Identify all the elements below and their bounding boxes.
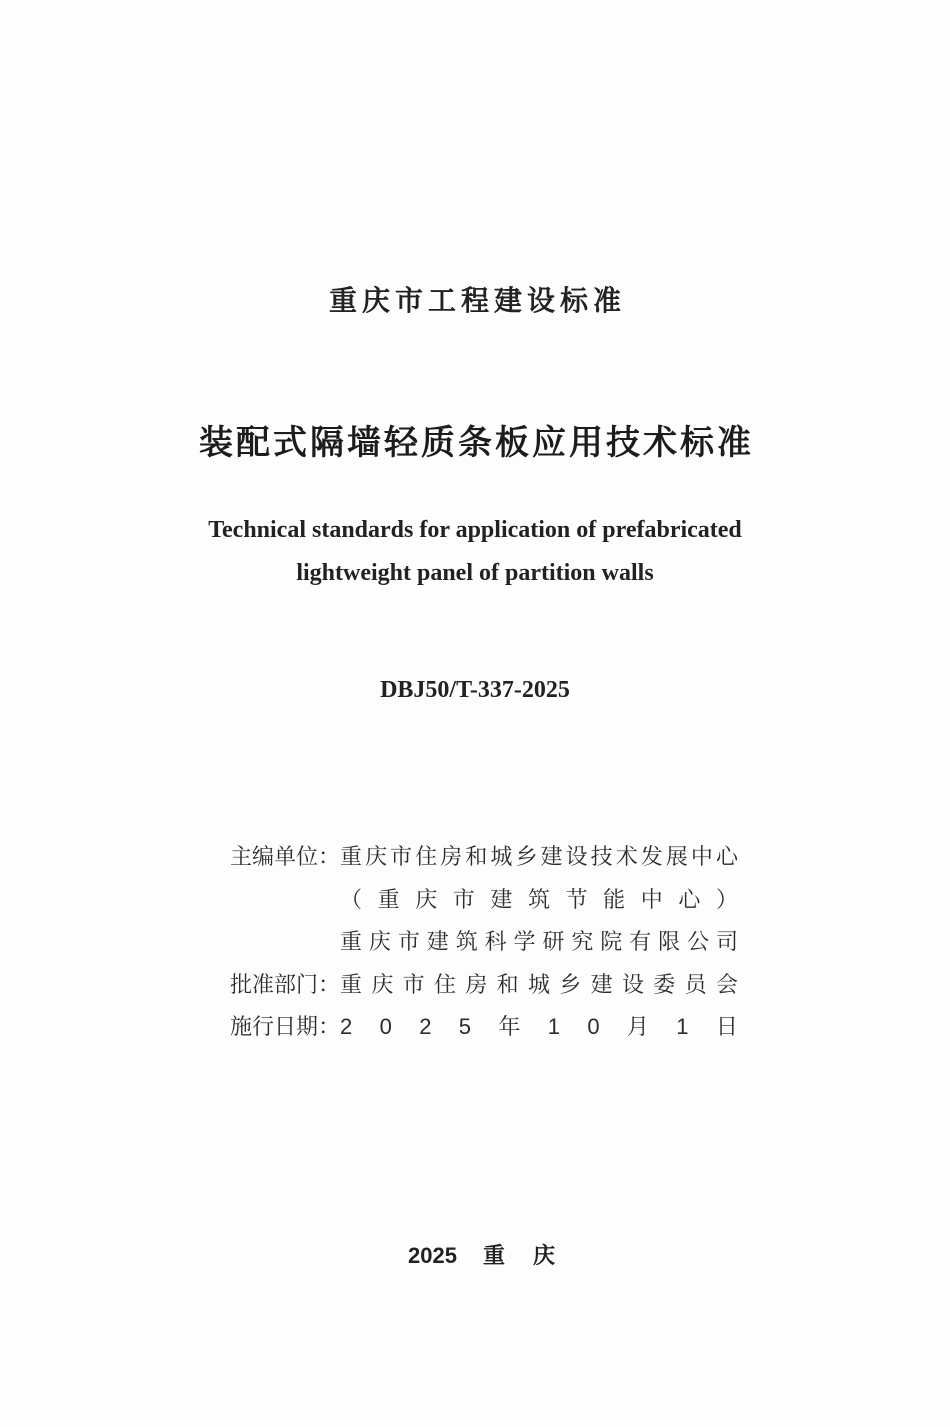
character: 庆 (368, 929, 391, 954)
character: 2 (419, 1014, 432, 1039)
character: 庆 (365, 844, 388, 869)
publication-year: 2025 (408, 1243, 457, 1268)
effective-date-value (340, 1012, 738, 1042)
character: 批 (230, 972, 253, 997)
character: 能 (603, 887, 626, 912)
character: 科 (484, 929, 507, 954)
character: 学 (513, 929, 536, 954)
character: 乡 (559, 972, 582, 997)
character: 重 (340, 844, 363, 869)
approval-label (230, 970, 340, 1000)
chief-editor-row-2 (230, 885, 738, 915)
character: 院 (600, 929, 623, 954)
chief-editor-unit-2 (340, 885, 738, 915)
character: 技 (590, 844, 613, 869)
character: 会 (715, 972, 738, 997)
character: 日 (274, 1014, 297, 1039)
character: 司 (715, 929, 738, 954)
character: （ (340, 887, 363, 912)
chief-editor-unit-1 (340, 842, 738, 872)
character: 1 (547, 1014, 560, 1039)
character: 市 (452, 887, 475, 912)
character: 心 (715, 844, 738, 869)
chief-editor-label (230, 842, 340, 872)
character: 庆 (371, 972, 394, 997)
standard-series-heading: 重庆市工程建设标准 (328, 285, 626, 316)
character: 房 (465, 972, 488, 997)
character: ： (318, 972, 341, 997)
character: 住 (433, 972, 456, 997)
character: 施 (230, 1014, 253, 1039)
character: 行 (252, 1014, 275, 1039)
character: 中 (640, 887, 663, 912)
character: 设 (621, 972, 644, 997)
character: 1 (676, 1014, 689, 1039)
character: 究 (571, 929, 594, 954)
character: ： (318, 844, 341, 869)
character: 部 (274, 972, 297, 997)
label-spacer (230, 885, 340, 915)
character: 心 (678, 887, 701, 912)
character: 和 (496, 972, 519, 997)
character: 重 (377, 887, 400, 912)
character: 0 (587, 1014, 600, 1039)
character: 展 (665, 844, 688, 869)
chief-editor-row-3 (230, 927, 738, 957)
character: 房 (440, 844, 463, 869)
approval-unit (340, 970, 738, 1000)
character: 术 (615, 844, 638, 869)
character: 城 (527, 972, 550, 997)
document-title-english-line-1: Technical standards for application of prefabricated (208, 517, 742, 543)
character: ） (715, 887, 738, 912)
character: 有 (629, 929, 652, 954)
effective-date-row (230, 1012, 738, 1042)
character: 5 (458, 1014, 472, 1039)
character: 市 (397, 929, 420, 954)
character: 发 (640, 844, 663, 869)
character: 0 (379, 1014, 392, 1039)
character: 主 (230, 844, 253, 869)
effective-date-label (230, 1012, 340, 1042)
character: 员 (684, 972, 707, 997)
character: 建 (590, 972, 613, 997)
character: 年 (498, 1014, 521, 1039)
document-title-chinese: 装配式隔墙轻质条板应用技术标准 (199, 424, 754, 462)
character: 和 (465, 844, 488, 869)
character: 筑 (455, 929, 478, 954)
character: ： (318, 1014, 341, 1039)
character: 研 (542, 929, 565, 954)
character: 编 (252, 844, 275, 869)
character: 中 (690, 844, 713, 869)
character: 准 (252, 972, 275, 997)
label-spacer (230, 927, 340, 957)
character: 设 (565, 844, 588, 869)
character: 2 (340, 1014, 353, 1039)
character: 建 (426, 929, 449, 954)
character: 委 (653, 972, 676, 997)
character: 筑 (527, 887, 550, 912)
character: 公 (687, 929, 710, 954)
character: 市 (402, 972, 425, 997)
character: 节 (565, 887, 588, 912)
character: 城 (490, 844, 513, 869)
character: 位 (296, 844, 319, 869)
character: 建 (540, 844, 563, 869)
chief-editor-unit-3 (340, 927, 738, 957)
character: 重 (340, 972, 363, 997)
document-title-english-line-2: lightweight panel of partition walls (296, 560, 654, 586)
approval-row (230, 970, 738, 1000)
character: 庆 (415, 887, 438, 912)
chief-editor-row (230, 842, 738, 872)
character: 日 (715, 1014, 738, 1039)
character: 市 (390, 844, 413, 869)
standard-code: DBJ50/T-337-2025 (380, 677, 570, 703)
character: 建 (490, 887, 513, 912)
publication-footer (408, 1241, 583, 1271)
character: 月 (626, 1014, 649, 1039)
publication-city: 重庆 (482, 1243, 583, 1268)
character: 住 (415, 844, 438, 869)
character: 限 (658, 929, 681, 954)
character: 乡 (515, 844, 538, 869)
character: 单 (274, 844, 297, 869)
character: 门 (296, 972, 319, 997)
character: 期 (296, 1014, 319, 1039)
character: 重 (340, 929, 363, 954)
